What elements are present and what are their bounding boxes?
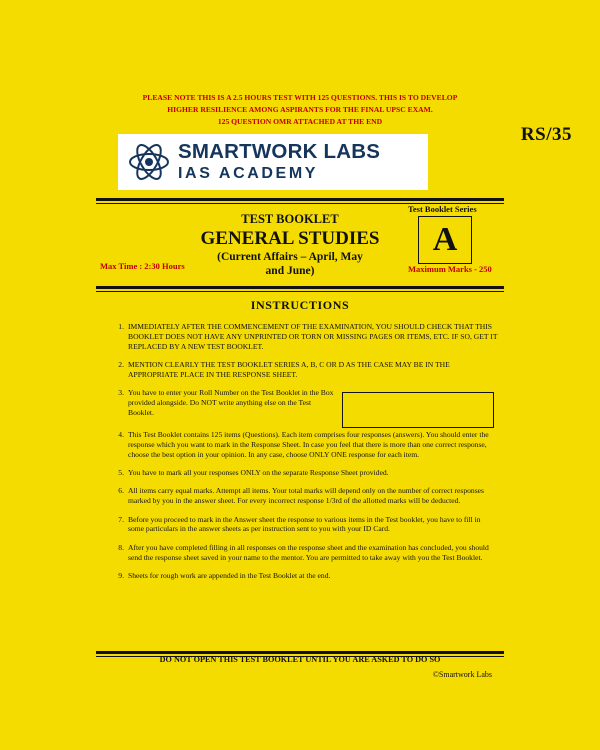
subject-detail-line-1: (Current Affairs – April, May [217,251,363,263]
instruction-text: Before you proceed to mark in the Answer sheet the response to various items in the Test booklet, you have to fill in some particulars in the answer sheets as per instruction sent to you with your ID Card. [128,514,481,534]
booklet-code: RS/35 [520,124,572,145]
copyright-text: ©Smartwork Labs [432,670,492,679]
notice-line-3: 125 QUESTION OMR ATTACHED AT THE END [217,116,383,126]
do-not-open-warning: DO NOT OPEN THIS TEST BOOKLET UNTIL YOU ARE ASKED TO DO SO [159,655,441,664]
instruction-number: 7. [118,514,124,524]
divider-bottom-thick [96,651,504,654]
roll-number-box[interactable] [342,392,494,428]
instruction-text: You have to mark all your responses ONLY on the separate Response Sheet provided. [128,467,389,477]
instruction-item [108,571,498,581]
logo-text [178,142,380,182]
logo-block [118,134,428,190]
instruction-item [108,360,498,380]
logo-title: SMARTWORK LABS [178,140,381,164]
instruction-number: 1. [118,322,124,331]
instructions-heading: INSTRUCTIONS [250,298,350,312]
divider-mid-thick [96,286,504,289]
subject-detail [190,250,390,279]
max-time: Max Time : 2:30 Hours [100,261,185,271]
max-marks: Maximum Marks - 250 [408,264,492,274]
series-label: Test Booklet Series [408,204,477,214]
instruction-text: You have to enter your Roll Number on the Test Booklet in the Box provided alongside. Do NOT write anything else on the Test Booklet. [128,388,334,418]
instruction-number: 6. [118,486,124,496]
instruction-number: 8. [118,542,124,552]
instruction-item [108,486,498,506]
instruction-item [108,515,498,535]
instruction-text: MENTION CLEARLY THE TEST BOOKLET SERIES A, B, C OR D AS THE CASE MAY BE IN THE APPROPRIATE PLACE IN THE RESPONSE SHEET. [128,360,450,379]
instructions-list [108,322,498,589]
notice-line-2: HIGHER RESILIENCE AMONG ASPIRANTS FOR THE FINAL UPSC EXAM. [167,104,433,114]
instruction-text: IMMEDIATELY AFTER THE COMMENCEMENT OF THE EXAMINATION, YOU SHOULD CHECK THAT THIS BOOKLET DOES NOT HAVE ANY UNPRINTED OR TORN OR MISSING PAGES OR ITEMS, ETC. IF SO, GET IT REPLACED BY A NEW TEST BOOKLET. [128,322,498,351]
instruction-text: After you have completed filling in all responses on the response sheet and the examination has concluded, you should send the response sheet saved in your name to the mentor. You are permitted to take away with you the Test Booklet. [128,542,489,562]
instruction-item [108,543,498,563]
divider-top-thick [96,198,504,201]
instruction-number: 3. [118,388,124,398]
instruction-text: Sheets for rough work are appended in the Test Booklet at the end. [128,570,331,580]
instruction-number: 2. [118,360,124,370]
instruction-item [108,468,498,478]
subject-detail-line-2: and June) [265,265,315,278]
divider-mid-thin [96,291,504,292]
subject-title: GENERAL STUDIES [200,228,380,249]
notice-line-1: PLEASE NOTE THIS IS A 2.5 HOURS TEST WITH 125 QUESTIONS. THIS IS TO DEVELOP [142,93,458,102]
atom-icon [128,141,170,183]
instruction-number: 4. [118,429,124,439]
instruction-item [108,430,498,460]
instruction-number: 5. [118,467,124,477]
instruction-item [108,388,338,418]
series-value: A [432,221,458,258]
instruction-text: All items carry equal marks. Attempt all items. Your total marks will depend only on the number of correct responses marked by you in the answer sheet. For every incorrect response 1/3rd of the allotted marks will be deducted. [128,486,484,506]
series-box [418,216,472,264]
exam-notice [60,92,540,127]
instruction-text: This Test Booklet contains 125 items (Questions). Each item comprises four responses (answers). You should enter the response which you want to mark in the Response Sheet. In case you feel that there is more than one correct response, choose the best option in your opinion. In any case, choose ONLY ONE response for each item. [128,429,489,459]
logo-subtitle: IAS ACADEMY [178,164,319,182]
instruction-number: 9. [118,570,124,580]
instruction-item [108,322,498,352]
test-booklet-label: TEST BOOKLET [241,212,339,226]
